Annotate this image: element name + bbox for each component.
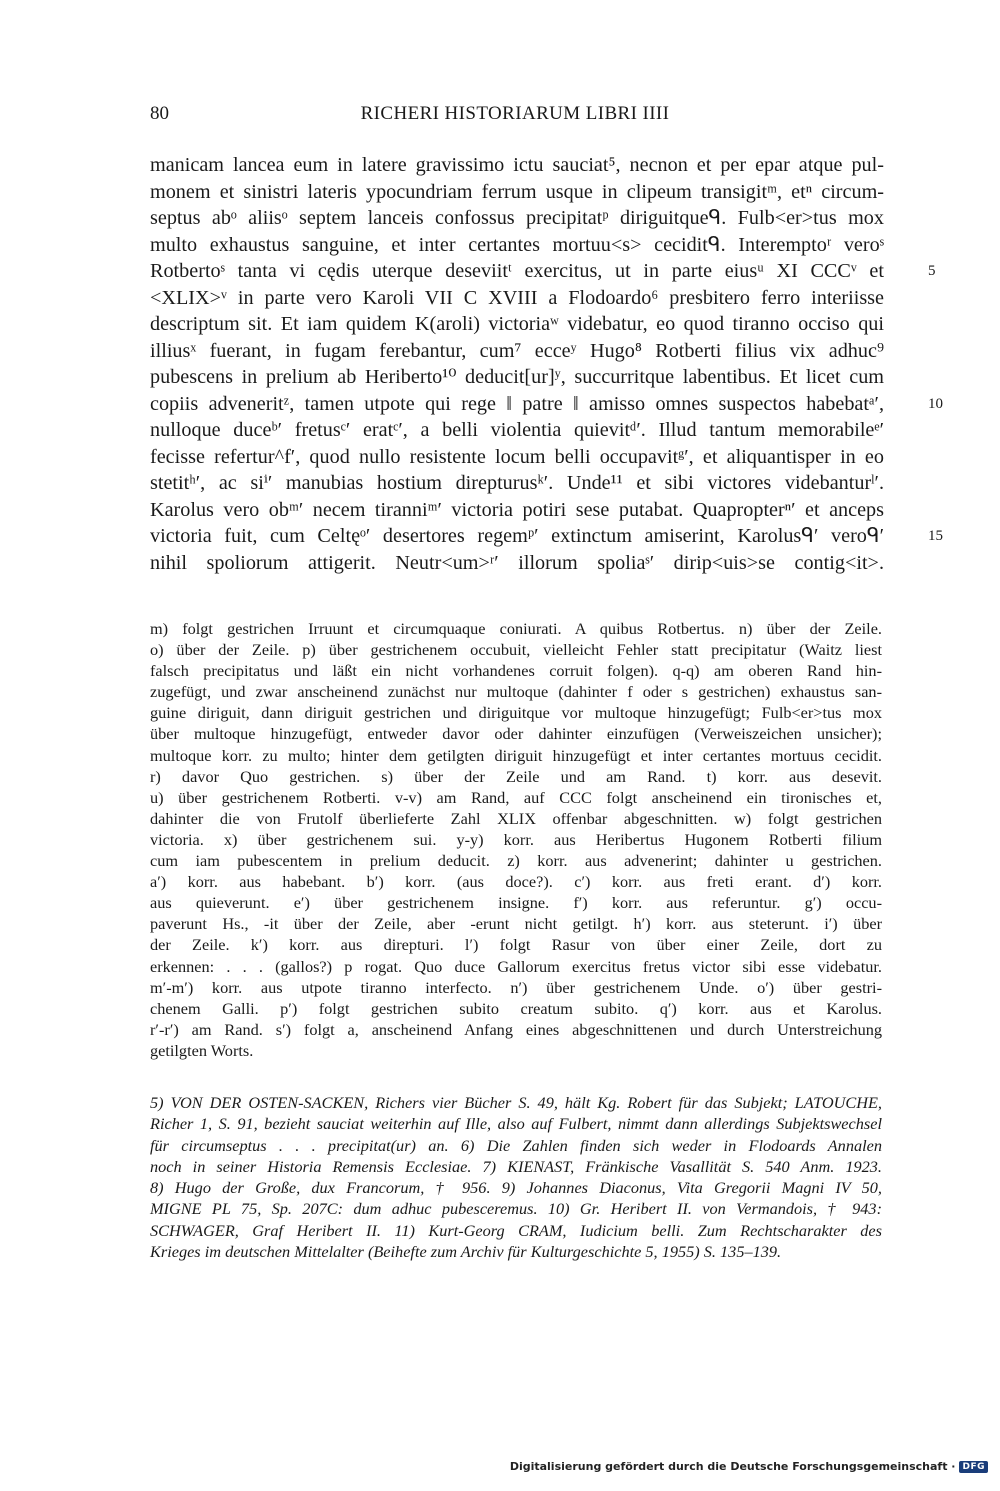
footnote-line: noch in seiner Historia Remensis Ecclesiae. 7) KIENAST, Fränkische Vasallität S. 540 Anm. 1923. xyxy=(150,1156,882,1176)
dfg-logo: DFG xyxy=(959,1461,988,1473)
page-header xyxy=(150,103,880,133)
apparatus-line: dahinter die von Frutolf überlieferte Zahl XLIX offenbar abgeschnitten. w) folgt gestrichen xyxy=(150,808,882,828)
footnote-line: 5) VON DER OSTEN-SACKEN, Richers vier Bücher S. 49, hält Kg. Robert für das Subjekt; LATOUCHE, xyxy=(150,1093,882,1112)
text-line: Karolus vero obᵐ′ necem tiranniᵐ′ victoria potiri sese putabat. Quapropterⁿ′ et anceps xyxy=(150,498,884,521)
apparatus-line: aus quieverunt. e′) über gestrichenem insigne. f′) korr. aus referuntur. g′) occu- xyxy=(150,893,882,913)
apparatus-line: falsch precipitatus und läßt ein nicht vorhandenes corruit folgen). q-q) am oberen Rand hin- xyxy=(150,661,882,681)
apparatus-line: o) über der Zeile. p) über gestrichenem occubuit, vielleicht Fehler statt precipitatur (Waitz liest xyxy=(150,640,882,660)
apparatus-line: guine diriguit, dann diriguit gestrichen und diriguitque vor multoque hinzugefügt; Fulb<er>tus mox xyxy=(150,703,882,723)
text-line: nihil spoliorum attigerit. Neutr<um>ʳ′ illorum spoliaˢ′ dirip<uis>se contig<it>. xyxy=(150,551,884,574)
line-number: 15 xyxy=(928,528,943,544)
apparatus-line: r) davor Quo gestrichen. s) über der Zeile und am Rand. t) korr. aus desevit. xyxy=(150,766,882,786)
text-line: manicam lancea eum in latere gravissimo ictu sauciat⁵, necnon et per epar atque pul- xyxy=(150,154,884,176)
critical-apparatus xyxy=(150,618,882,1061)
apparatus-line: zugefügt, und zwar anscheinend zunächst nur multoque (dahinter f oder s gestrichen) exhaustus san- xyxy=(150,682,882,702)
page-number: 80 xyxy=(150,103,169,124)
text-line: descriptum sit. Et iam quidem K(aroli) victoriaʷ videbatur, eo quod tiranno occiso qui xyxy=(150,313,884,335)
footnotes xyxy=(150,1092,882,1262)
apparatus-line: paverunt Hs., -it über der Zeile, aber -erunt nicht getilgt. h′) korr. aus steterunt. i′) über xyxy=(150,914,882,934)
apparatus-line: cum iam pubescentem in prelium deducit. z) korr. aus advenerint; dahinter u gestrichen. xyxy=(150,851,882,871)
text-line: monem et sinistri lateris ypocundriam ferrum usque in clipeum transigitᵐ, etⁿ circum- xyxy=(150,180,884,203)
text-line: multo exhaustus sanguine, et inter certantes mortuu<s> ceciditᑫ. Interemptoʳ veroˢ xyxy=(150,233,884,256)
text-line: septus abᵒ aliisᵒ septem lanceis confossus precipitatᵖ diriguitqueᑫ. Fulb<er>tus mox xyxy=(150,207,884,229)
apparatus-line: über multoque hinzugefügt, entweder davor oder dahinter einzufügen (Verweiszeichen unsicher); xyxy=(150,724,882,744)
text-line: copiis adveneritᶻ, tamen utpote qui rege ‖ patre ‖ amisso omnes suspectos habebatᵃ′, 10 xyxy=(150,391,884,418)
apparatus-line: chenem Galli. p′) folgt gestrichen subito creatum subito. q′) korr. aus et Karolus. xyxy=(150,998,882,1018)
text-line: illiusˣ fuerant, in fugam ferebantur, cum⁷ ecceʸ Hugo⁸ Rotberti filius vix adhuc⁹ xyxy=(150,339,884,362)
line-number: 10 xyxy=(928,395,943,412)
digitization-footer xyxy=(510,1460,988,1473)
apparatus-line: erkennen: . . . (gallos?) p rogat. Quo duce Gallorum exercitus fretus victor sibi esse videbatur. xyxy=(150,956,882,976)
footnote-line: Richer 1, S. 91, bezieht sauciat weiterhin auf Ille, also auf Fulbert, nimmt dann allerdings Subjektswechsel xyxy=(150,1114,882,1134)
text-line: fecisse refertur^f′, quod nullo resistente locum belli occupavitᵍ′, et aliquantisper in eo xyxy=(150,445,884,468)
main-text xyxy=(150,152,943,576)
footnote-line: MIGNE PL 75, Sp. 207C: dum adhuc pubesceremus. 10) Gr. Heribert II. von Vermandois, † 943: xyxy=(150,1199,882,1219)
apparatus-line: a′) korr. aus habebant. b′) korr. (aus doce?). c′) korr. aus freti erant. d′) korr. xyxy=(150,872,882,892)
apparatus-line: u) über gestrichenem Rotberti. v-v) am Rand, auf CCC folgt anscheinend ein tironisches et, xyxy=(150,787,882,807)
running-title: RICHERI HISTORIARUM LIBRI IIII xyxy=(360,103,670,124)
apparatus-line: getilgten Worts. xyxy=(150,1040,254,1060)
footnote-line: für circumseptus . . . precipitat(ur) an. 6) Die Zahlen finden sich weder in Flodoards Annalen xyxy=(150,1135,882,1155)
line-number: 5 xyxy=(928,263,936,279)
footnote-line: SCHWAGER, Graf Heribert II. 11) Kurt-Georg CRAM, Iudicium belli. Zum Rechtscharakter des xyxy=(150,1220,882,1240)
text-line: Rotbertoˢ tanta vi cędis uterque deseviitᵗ exercitus, ut in parte eiusᵘ XI CCCᵛ et 5 xyxy=(150,258,884,285)
apparatus-line: multoque korr. zu multo; hinter dem getilgten diriguit hinzugefügt et inter certantes mortuus cecidit. xyxy=(150,745,882,765)
footnote-line: Krieges im deutschen Mittelalter (Beihefte zum Archiv für Kulturgeschichte 5, 1955) S. 135–139. xyxy=(150,1242,782,1262)
footnote-line: 8) Hugo der Große, dux Francorum, † 956. 9) Johannes Diaconus, Vita Gregorii Magni IV 50, xyxy=(150,1178,882,1198)
apparatus-line: r′-r′) am Rand. s′) folgt a, anscheinend Anfang eines abgeschnittenen und durch Unterstreichung xyxy=(150,1019,882,1039)
apparatus-line: der Zeile. k′) korr. aus direpturi. l′) folgt Rasur von über einer Zeile, dort zu xyxy=(150,935,882,955)
text-line: <XLIX>ᵛ in parte vero Karoli VII C XVIII a Flodoardo⁶ presbitero ferro interiisse xyxy=(150,286,884,309)
apparatus-line: m′-m′) korr. aus utpote tiranno interfecto. n′) über gestrichenem Unde. o′) über gestri- xyxy=(150,977,882,997)
apparatus-line: victoria. x) über gestrichenem sui. y-y) korr. aus Heribertus Hugonem Rotberti filium xyxy=(150,829,882,849)
text-line: stetitʰ′, ac siⁱ′ manubias hostium direpturusᵏ′. Unde¹¹ et sibi victores videbanturˡ′. xyxy=(150,472,884,494)
text-line: pubescens in prelium ab Heriberto¹⁰ deducit[ur]ʸ, succurritque labentibus. Et licet cum xyxy=(150,366,884,388)
text-line: nulloque duceᵇ′ fretusᶜ′ eratᶜ′, a belli violentia quievitᵈ′. Illud tantum memorabileᵉ′ xyxy=(150,419,884,441)
footer-text: Digitalisierung gefördert durch die Deutsche Forschungsgemeinschaft · xyxy=(509,1460,956,1473)
apparatus-line: m) folgt gestrichen Irruunt et circumquaque coniurati. A quibus Rotbertus. n) über der Zeile. xyxy=(150,619,882,638)
text-line: victoria fuit, cum Celtęᵒ′ desertores regemᵖ′ extinctum amiserint, Karolusᑫ′ veroᑫ′ 15 xyxy=(150,523,884,550)
